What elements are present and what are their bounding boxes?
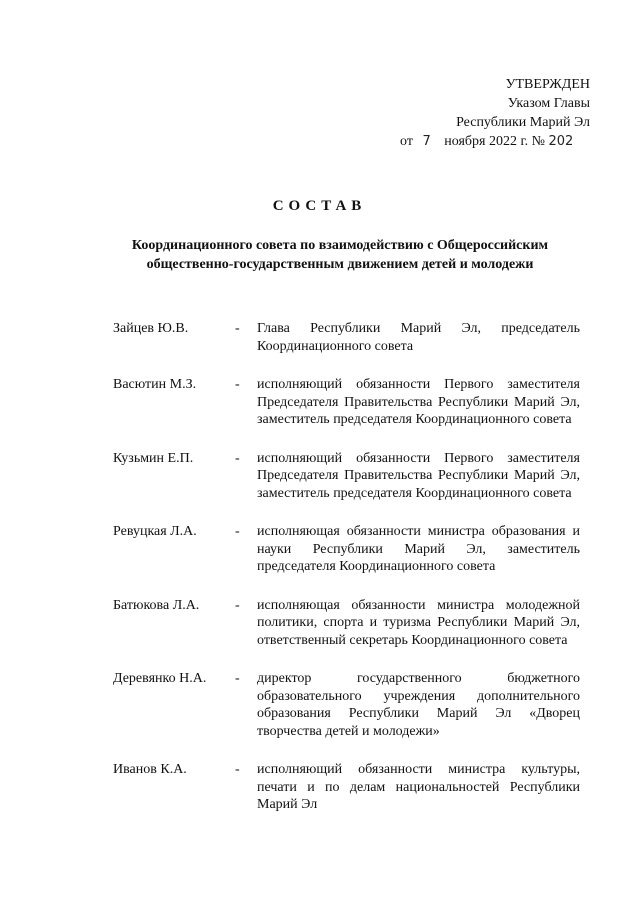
approval-republic: Республики Марий Эл — [456, 115, 590, 130]
members-list — [113, 320, 580, 835]
member-row — [113, 320, 580, 355]
approval-date-prefix: от — [400, 134, 413, 149]
member-row — [113, 597, 580, 650]
member-row — [113, 670, 580, 740]
member-name: Ревуцкая Л.А. — [113, 524, 197, 539]
member-position: директор государственного бюджетного образовательного учреждения дополнительного образования Республики Марий Эл «Дворец творчества детей и молодежи» — [257, 671, 580, 739]
member-row — [113, 376, 580, 429]
member-row — [113, 450, 580, 503]
member-position: исполняющая обязанности министра образования и науки Республики Марий Эл, заместитель председателя Координационного совета — [257, 524, 580, 574]
member-dash: - — [235, 321, 240, 336]
member-dash: - — [235, 524, 240, 539]
member-name: Васютин М.З. — [113, 377, 197, 392]
approval-number: 202 — [548, 134, 574, 149]
member-dash: - — [235, 597, 240, 613]
approval-date-middle: ноября 2022 г. № — [444, 134, 545, 149]
member-name: Батюкова Л.А. — [113, 597, 200, 613]
member-dash: - — [235, 671, 240, 686]
member-dash: - — [235, 377, 240, 392]
member-position: исполняющий обязанности Первого заместителя Председателя Правительства Республики Марий Эл, заместитель председателя Координационного совета — [257, 450, 580, 501]
member-dash: - — [235, 450, 240, 466]
approval-block — [380, 75, 590, 151]
member-position: исполняющий обязанности министра культуры, печати и по делам национальностей Республики Марий Эл — [257, 762, 580, 812]
member-position: исполняющая обязанности министра молодежной политики, спорта и туризма Республики Марий Эл, ответственный секретарь Координационного совета — [257, 597, 580, 648]
member-position: Глава Республики Марий Эл, председатель Координационного совета — [257, 321, 580, 354]
member-name: Кузьмин Е.П. — [113, 450, 194, 466]
document-subtitle: Координационного совета по взаимодействию с Общероссийским общественно-государственным движением детей и молодежи — [131, 238, 549, 272]
approval-approved: УТВЕРЖДЕН — [505, 77, 590, 92]
member-row — [113, 523, 580, 576]
member-dash: - — [235, 762, 240, 777]
member-name: Иванов К.А. — [113, 762, 187, 777]
member-name: Деревянко Н.А. — [113, 671, 207, 686]
member-name: Зайцев Ю.В. — [113, 321, 189, 336]
member-row — [113, 761, 580, 814]
document-title: СОСТАВ — [272, 198, 367, 214]
approval-day: 7 — [422, 134, 431, 149]
member-position: исполняющий обязанности Первого заместителя Председателя Правительства Республики Марий Эл, заместитель председателя Координационного совета — [257, 377, 580, 427]
approval-date-line — [400, 132, 590, 151]
approval-by-decree: Указом Главы — [507, 96, 590, 111]
